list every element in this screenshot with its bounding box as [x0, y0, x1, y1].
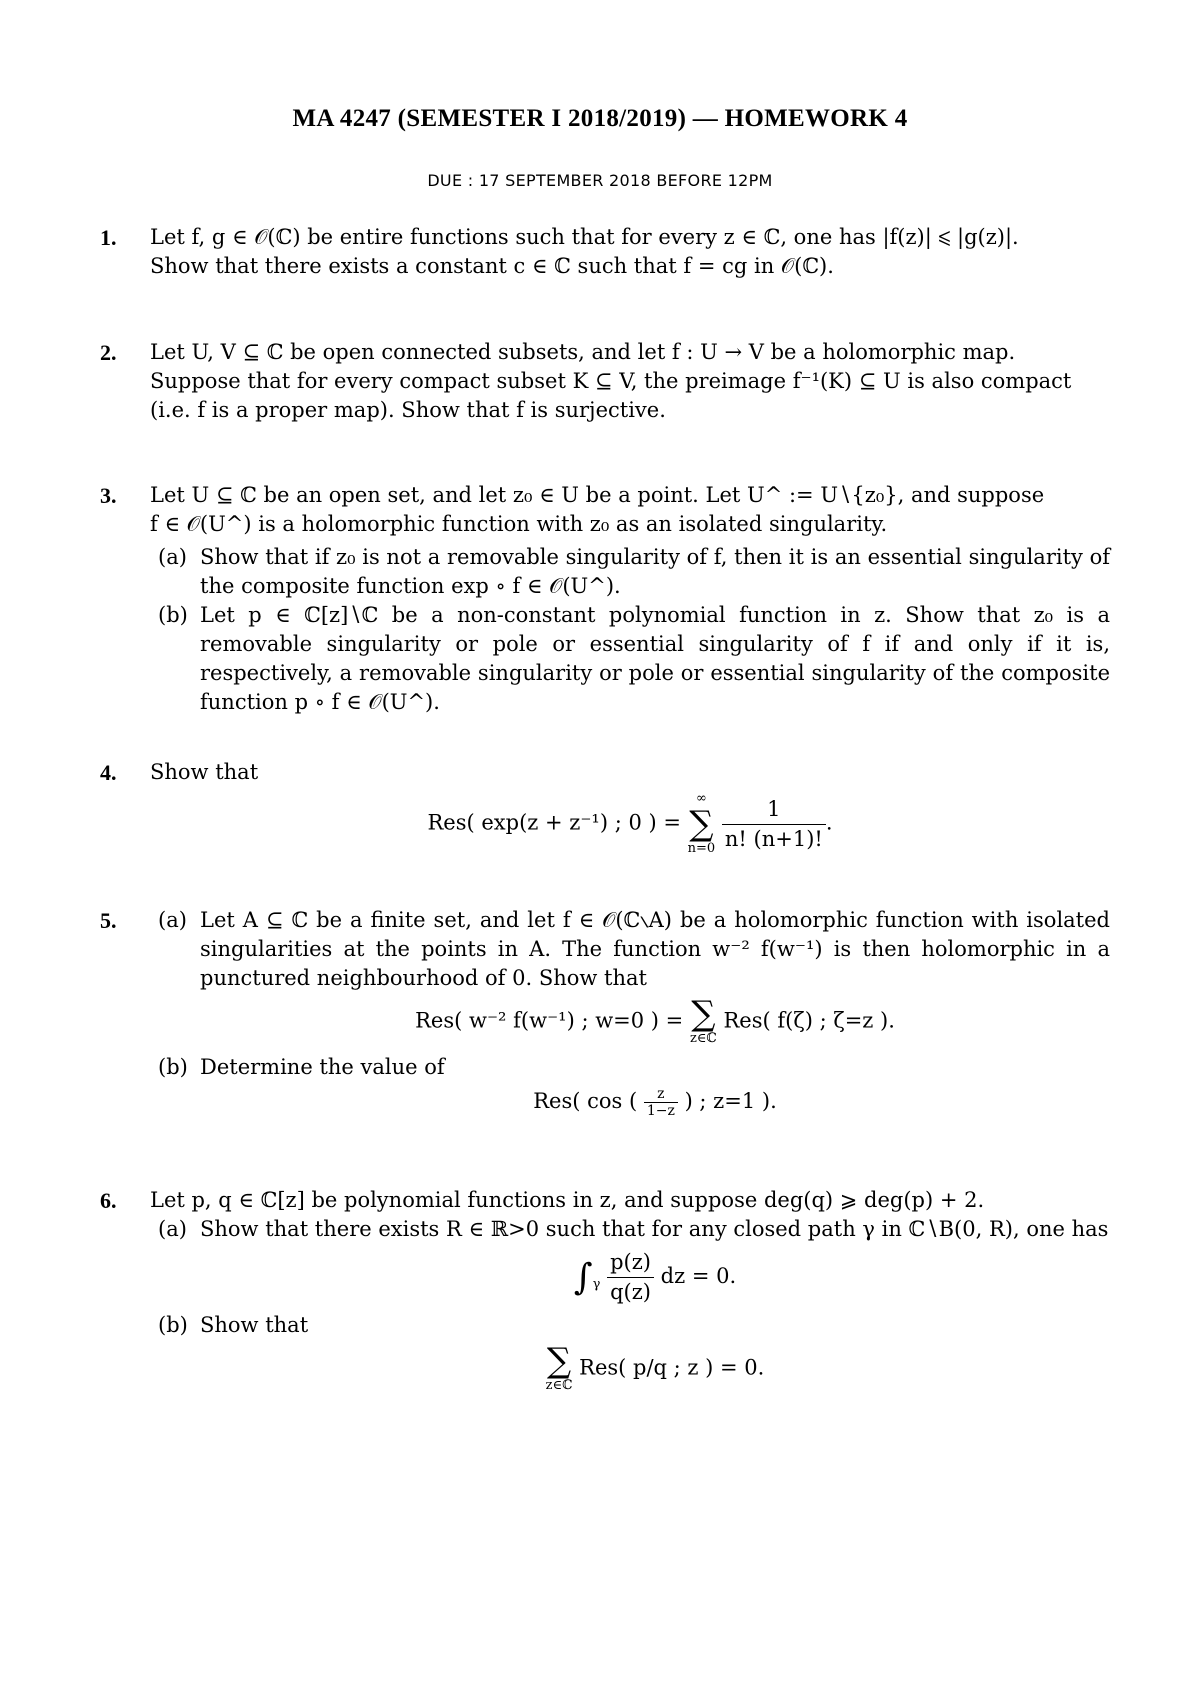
problem-number: 6. [100, 1188, 117, 1213]
fraction-denominator: q(z) [610, 1280, 651, 1304]
due-date: DUE : 17 SEPTEMBER 2018 BEFORE 12PM [427, 171, 773, 190]
problem-number: 4. [100, 760, 117, 785]
problem-5 [100, 906, 1110, 1123]
display-equation [200, 1341, 1110, 1394]
problem-1 [100, 223, 1110, 281]
subpart-a [158, 1215, 1110, 1307]
sum-lower-limit: z∈ℂ [545, 1378, 573, 1393]
integral-subscript: γ [592, 1277, 601, 1293]
subpart-text: Show that there exists R ∈ ℝ>0 such that for any closed path γ in ℂ∖B(0, R), one has [200, 1217, 1109, 1241]
subpart-text: Show that [200, 1313, 309, 1337]
summation [545, 1341, 573, 1394]
subpart-b [158, 1311, 1110, 1394]
display-equation [200, 1248, 1110, 1307]
equation-rhs: Res( f(ζ) ; ζ=z ). [723, 1008, 895, 1033]
sum-sign: ∑ [691, 994, 716, 1034]
subpart-text: Let A ⊆ ℂ be a finite set, and let f ∈ 𝒪(ℂ∖A) be a holomorphic function with isolated singularities at the points in A. The function w⁻² f(w⁻¹) is then holomorphic in a punctured neighbourhood of 0. Show that [200, 908, 1110, 990]
problem-line: Show that [150, 760, 259, 784]
equation-rhs: Res( p/q ; z ) = 0. [579, 1355, 765, 1380]
fraction [644, 1086, 678, 1119]
subpart-text: Determine the value of [200, 1055, 445, 1079]
problem-line: Let U, V ⊆ ℂ be open connected subsets, and let f : U → V be a holomorphic map. [150, 340, 1016, 364]
integral-sign: ∫ [573, 1257, 593, 1298]
sum-lower-limit: n=0 [687, 841, 716, 856]
fraction [722, 795, 826, 854]
problem-number: 1. [100, 225, 117, 250]
problem-line: (i.e. f is a proper map). Show that f is surjective. [150, 398, 666, 422]
subpart-b [158, 1053, 1110, 1119]
summation [689, 994, 717, 1047]
fraction-numerator: 1 [722, 795, 826, 825]
problem-3 [100, 481, 1110, 717]
subpart-text: Show that if z₀ is not a removable singularity of f, then it is an essential singularity of the composite function exp ∘ f ∈ 𝒪(U^). [200, 545, 1110, 598]
page-title: MA 4247 (SEMESTER I 2018/2019) — HOMEWORK 4 [292, 105, 908, 132]
display-equation [150, 791, 1110, 857]
equation-lhs: Res( exp(z + z⁻¹) ; 0 ) = [427, 810, 681, 835]
equation-rhs: dz = 0. [660, 1264, 737, 1288]
subpart-label: (a) [158, 908, 187, 932]
problem-number: 2. [100, 340, 117, 365]
summation [688, 791, 716, 857]
display-equation [200, 994, 1110, 1047]
sum-sign: ∑ [546, 1341, 572, 1381]
sum-lower-limit: z∈ℂ [689, 1031, 717, 1046]
subpart-a [158, 906, 1110, 1047]
problem-6 [100, 1186, 1110, 1398]
fraction-numerator: z [644, 1086, 678, 1103]
fraction-denominator: n! (n+1)! [724, 826, 823, 851]
fraction [607, 1248, 654, 1307]
subpart-label: (b) [158, 1313, 188, 1337]
problem-number: 3. [100, 483, 117, 508]
subpart-label: (b) [158, 1055, 188, 1079]
fraction-numerator: p(z) [607, 1248, 654, 1278]
problem-line: Show that there exists a constant c ∈ ℂ such that f = cg in 𝒪(ℂ). [150, 254, 834, 278]
subpart-label: (a) [158, 545, 187, 569]
problem-line: Let U ⊆ ℂ be an open set, and let z₀ ∈ U be a point. Let U^ := U∖{z₀}, and suppose [150, 483, 1045, 507]
problem-4 [100, 758, 1110, 861]
problem-line: f ∈ 𝒪(U^) is a holomorphic function with z₀ as an isolated singularity. [150, 512, 888, 536]
subpart-text: Let p ∈ ℂ[z]∖ℂ be a non-constant polynomial function in z. Show that z₀ is a removable singularity or pole or essential singularity of f if and only if it is, respectively, a removable singularity or pole or essential singularity of the composite function p ∘ f ∈ 𝒪(U^). [200, 603, 1110, 714]
equation-rhs: ) ; z=1 ). [684, 1089, 777, 1113]
problem-line: Suppose that for every compact subset K ⊆ V, the preimage f⁻¹(K) ⊆ U is also compact [150, 369, 1072, 393]
sum-sign: ∑ [689, 804, 714, 844]
problem-number: 5. [100, 908, 117, 933]
subpart-label: (b) [158, 603, 188, 627]
sum-upper-limit: ∞ [696, 791, 707, 806]
subpart-label: (a) [158, 1217, 187, 1241]
subpart-a [158, 543, 1110, 601]
problem-line: Let f, g ∈ 𝒪(ℂ) be entire functions such that for every z ∈ ℂ, one has |f(z)| ⩽ |g(z)|. [150, 225, 1019, 249]
equation-lhs: Res( w⁻² f(w⁻¹) ; w=0 ) = [415, 1008, 684, 1033]
problem-line: Let p, q ∈ ℂ[z] be polynomial functions in z, and suppose deg(q) ⩾ deg(p) + 2. [150, 1188, 985, 1212]
equation-tail: . [825, 810, 833, 835]
problem-2 [100, 338, 1110, 425]
subpart-b [158, 601, 1110, 717]
fraction-denominator: 1−z [646, 1103, 675, 1119]
equation-lhs: Res( cos ( [533, 1089, 638, 1113]
display-equation [200, 1086, 1110, 1119]
